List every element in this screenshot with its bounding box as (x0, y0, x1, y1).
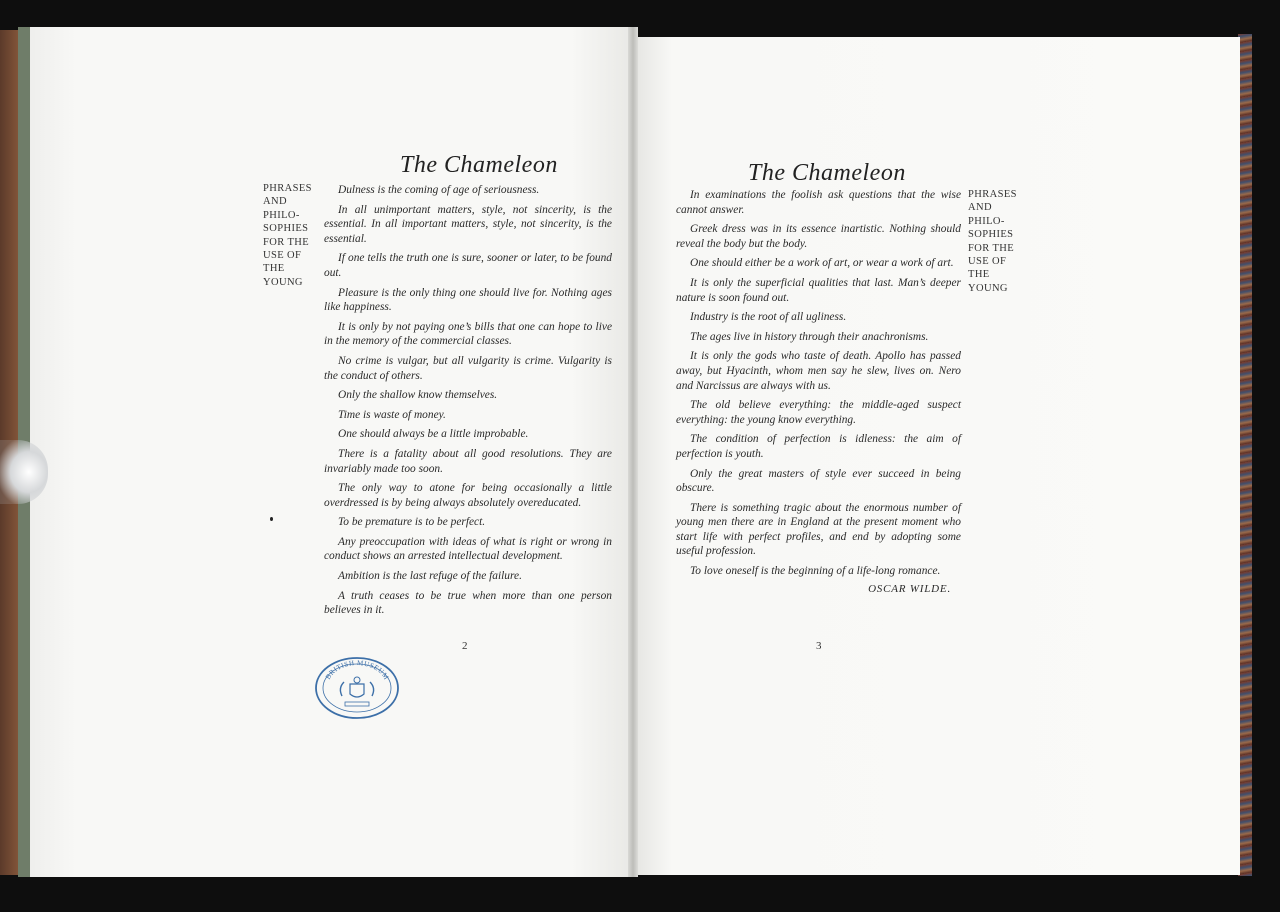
aphorism-paragraph: Only the shallow know themselves. (338, 389, 498, 402)
aphorism-paragraph: To be premature is to be perfect. (338, 516, 486, 529)
marginal-line: FOR THE (968, 242, 1015, 254)
aphorism-paragraph: To love oneself is the beginning of a life-long romance. (690, 565, 941, 578)
marginal-line: YOUNG (263, 276, 303, 288)
aphorism-paragraph: Pleasure is the only thing one should live for. Nothing ages like happiness. (324, 286, 612, 314)
aphorism-paragraph: It is only by not paying one’s bills that one can hope to live in the memory of the commercial classes. (324, 320, 612, 348)
book-cover-right-edge (1238, 34, 1252, 876)
aphorism-paragraph: It is only the gods who taste of death. Apollo has passed away, but Hyacinth, whom men say he slew, lives on. Nero and Narcissus are always with us. (676, 350, 961, 392)
aphorism-paragraph: Greek dress was in its essence inartistic. Nothing should reveal the body but the body. (676, 223, 961, 250)
aphorism-paragraph: If one tells the truth one is sure, sooner or later, to be found out. (324, 252, 612, 279)
left-marginal-note (263, 182, 312, 289)
right-page-number: 3 (816, 640, 822, 652)
aphorism-paragraph: One should either be a work of art, or wear a work of art. (690, 257, 954, 270)
aphorism-paragraph: One should always be a little improbable. (338, 428, 529, 441)
aphorism-paragraph: In all unimportant matters, style, not sincerity, is the essential. In all important matters, style, not sincerity, is the essential. (324, 203, 612, 245)
aphorism-paragraph: Time is waste of money. (338, 408, 446, 421)
marginal-line: SOPHIES (263, 223, 309, 235)
right-text-column (676, 188, 961, 596)
aphorism-paragraph: In examinations the foolish ask questions that the wise cannot answer. (676, 189, 961, 216)
left-text-column (324, 183, 612, 623)
book-gutter (628, 27, 638, 877)
aphorism-paragraph: Dulness is the coming of age of seriousness. (338, 184, 540, 196)
stamp-text: BRITISH MUSEUM (323, 658, 391, 682)
marginal-line: PHILO- (263, 209, 300, 221)
marginal-line: THE (968, 269, 990, 281)
aphorism-paragraph: The old believe everything: the middle-aged suspect everything: the young know everything. (676, 399, 961, 426)
marginal-line: SOPHIES (968, 229, 1014, 241)
library-stamp (314, 656, 400, 720)
marginal-line: FOR THE (263, 236, 310, 248)
marginal-line: AND (263, 196, 287, 208)
aphorism-paragraph: A truth ceases to be true when more than one person believes in it. (324, 589, 612, 617)
aphorism-paragraph: Ambition is the last refuge of the failure. (338, 570, 522, 583)
marginal-line: USE OF (263, 250, 302, 262)
author-signature: OSCAR WILDE. (868, 582, 951, 595)
aphorism-paragraph: It is only the superficial qualities that last. Man’s deeper nature is soon found out. (676, 276, 961, 304)
marginal-line: THE (263, 263, 285, 275)
marginal-line: PHRASES (968, 189, 1017, 200)
aphorism-paragraph: There is a fatality about all good resolutions. They are invariably made too soon. (324, 447, 612, 475)
ink-speck (270, 517, 273, 521)
aphorism-paragraph: The condition of perfection is idleness: the aim of perfection is youth. (676, 433, 961, 460)
marginal-line: PHRASES (263, 183, 312, 194)
aphorism-paragraph: Only the great masters of style ever succeed in being obscure. (676, 467, 961, 495)
aphorism-paragraph: The ages live in history through their anachronisms. (690, 330, 929, 343)
aphorism-paragraph: Any preoccupation with ideas of what is right or wrong in conduct shows an arrested intellectual development. (324, 535, 612, 563)
aphorism-paragraph: No crime is vulgar, but all vulgarity is crime. Vulgarity is the conduct of others. (324, 354, 612, 382)
marginal-line: PHILO- (968, 215, 1005, 227)
left-page-title: The Chameleon (400, 152, 558, 178)
right-marginal-note (968, 188, 1017, 295)
aphorism-paragraph: There is something tragic about the enormous number of young men there are in England at the present moment who start life with perfect profiles, and end by adopting some useful profession. (676, 501, 961, 558)
aphorism-paragraph: Industry is the root of all ugliness. (690, 311, 847, 324)
marginal-line: AND (968, 202, 992, 214)
marginal-line: YOUNG (968, 282, 1008, 294)
right-page-title: The Chameleon (748, 160, 906, 186)
left-page-number: 2 (462, 640, 468, 652)
marginal-line: USE OF (968, 256, 1007, 268)
aphorism-paragraph: The only way to atone for being occasionally a little overdressed is by being always absolutely overeducated. (324, 482, 612, 509)
